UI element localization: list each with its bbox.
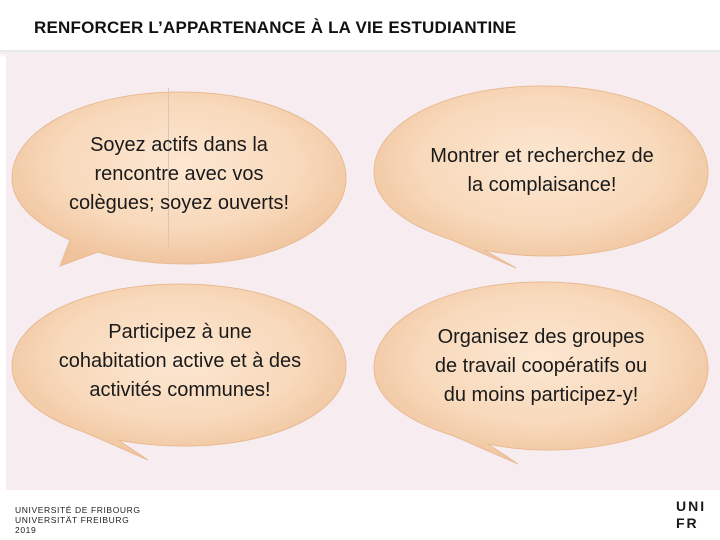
footer-line-year: 2019 bbox=[15, 525, 37, 535]
speech-bubble-bottom-right bbox=[368, 276, 714, 468]
footer-line-university-fr: UNIVERSITÉ DE FRIBOURG bbox=[15, 505, 141, 515]
bubble-text: Organisez des groupes de travail coopératifs ou du moins participez-y! bbox=[434, 325, 648, 406]
speech-bubble-bottom-left bbox=[8, 278, 352, 462]
speech-bubble-top-left bbox=[8, 88, 352, 268]
bubble-text: Soyez actifs dans la rencontre avec vos colègues; soyez ouverts! bbox=[68, 133, 290, 214]
footer-line-university-de: UNIVERSITÄT FREIBURG bbox=[15, 515, 130, 525]
slide-title: RENFORCER L’APPARTENANCE À LA VIE ESTUDIANTINE bbox=[34, 18, 517, 37]
slide-header bbox=[0, 0, 720, 50]
logo-line-uni: UNI bbox=[676, 498, 707, 514]
bubble-text: Montrer et recherchez de la complaisance! bbox=[430, 145, 654, 196]
bubble-text: Participez à une cohabitation active et à des activités communes! bbox=[58, 320, 302, 401]
speech-bubble-top-right bbox=[368, 80, 714, 272]
unifr-logo bbox=[676, 498, 706, 534]
logo-line-fr: FR bbox=[676, 515, 699, 531]
